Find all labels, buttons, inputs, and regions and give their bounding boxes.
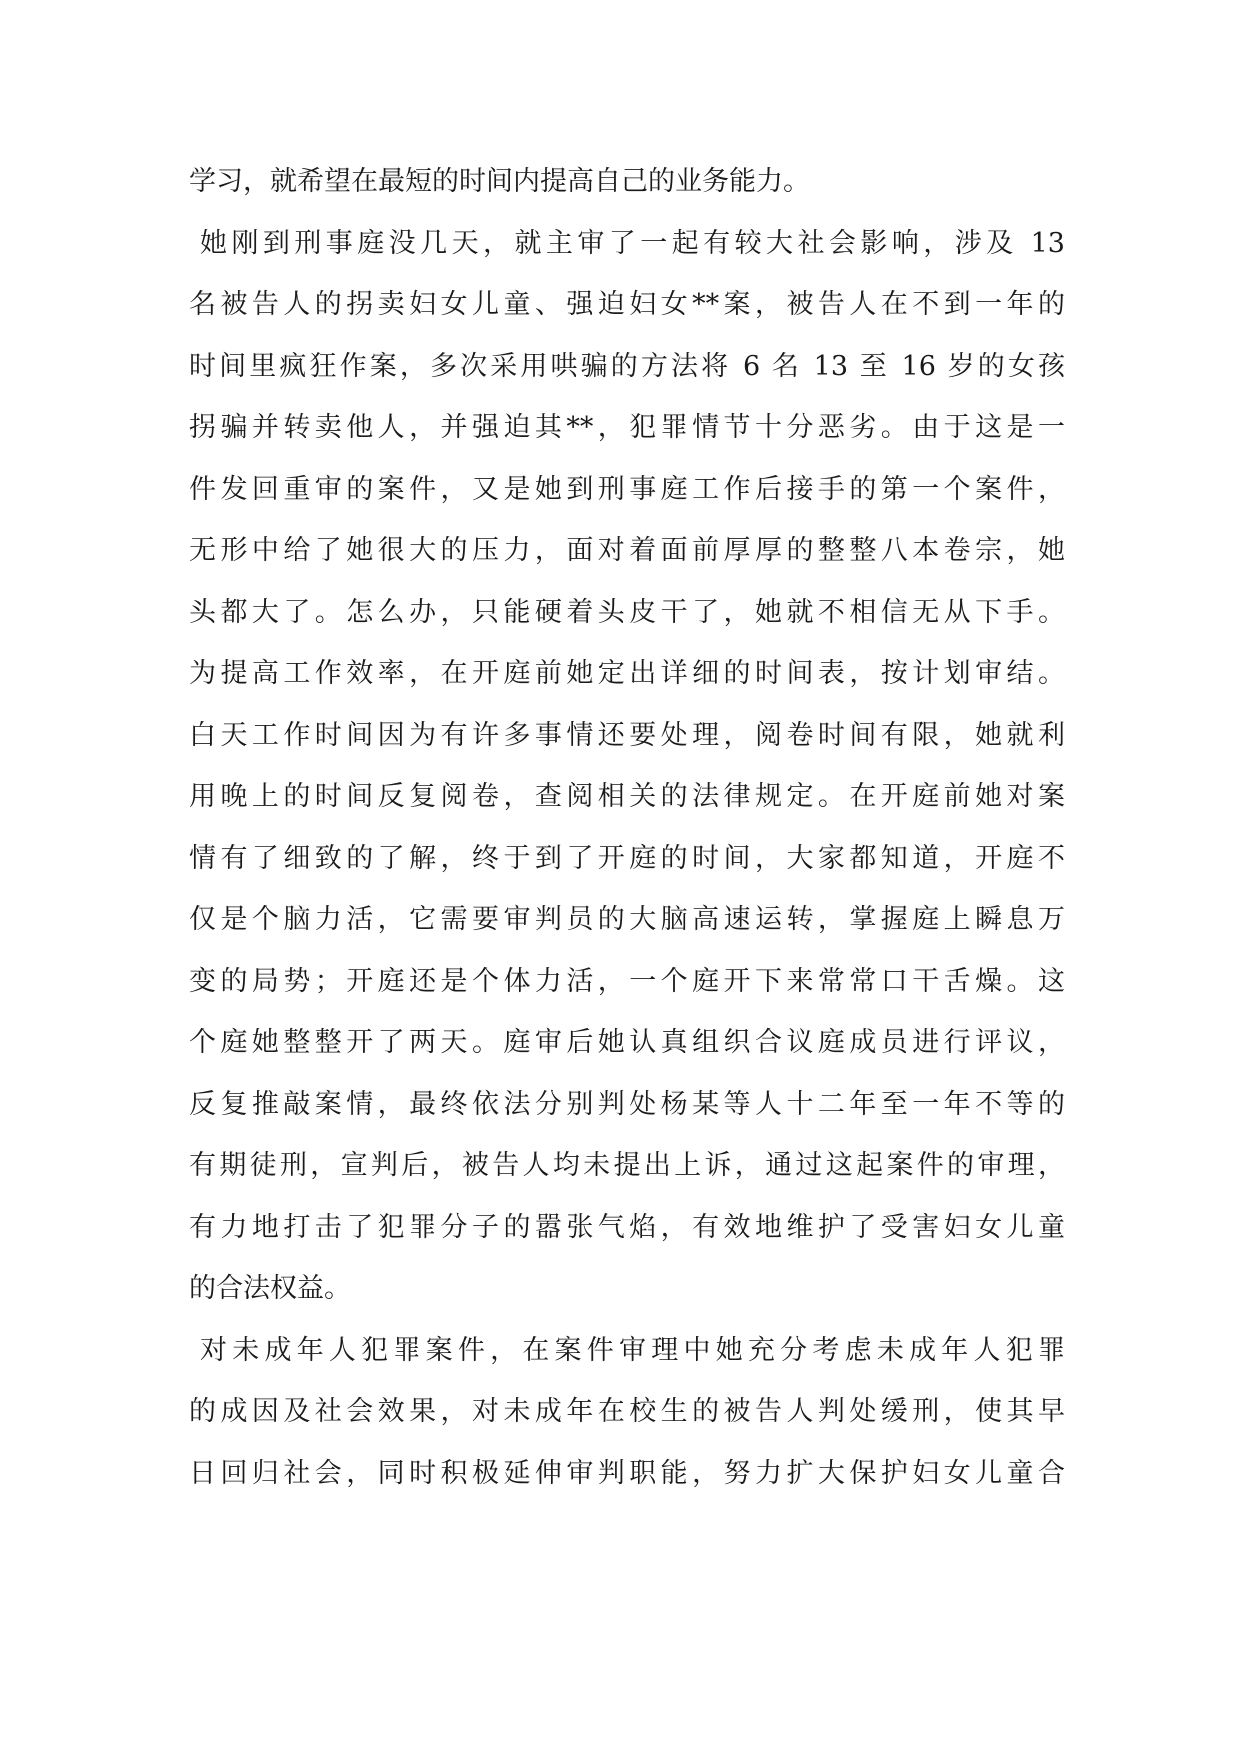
- paragraph-first-line: 对未成年人犯罪案件，在案件审理中她充分考虑未成年人犯罪: [200, 1335, 1065, 1366]
- text-line: 反复推敲案情，最终依法分别判处杨某等人十二年至一年不等的: [189, 1089, 1065, 1120]
- text-line: 头都大了。怎么办，只能硬着头皮干了，她就不相信无从下手。: [189, 597, 1065, 628]
- text-line: 学习，就希望在最短的时间内提高自己的业务能力。: [189, 166, 810, 197]
- text-line: 的成因及社会效果，对未成年在校生的被告人判处缓刑，使其早: [189, 1396, 1065, 1427]
- text-line: 名被告人的拐卖妇女儿童、强迫妇女**案，被告人在不到一年的: [189, 289, 1065, 320]
- text-line: 时间里疯狂作案，多次采用哄骗的方法将 6 名 13 至 16 岁的女孩: [189, 351, 1065, 382]
- text-line: 的合法权益。: [189, 1273, 351, 1304]
- text-line: 有期徒刑，宣判后，被告人均未提出上诉，通过这起案件的审理，: [189, 1150, 1065, 1181]
- text-line: 变的局势；开庭还是个体力活，一个庭开下来常常口干舌燥。这: [189, 966, 1065, 997]
- text-line: 拐骗并转卖他人，并强迫其**，犯罪情节十分恶劣。由于这是一: [189, 412, 1065, 443]
- text-line: 仅是个脑力活，它需要审判员的大脑高速运转，掌握庭上瞬息万: [189, 904, 1065, 935]
- text-line: 无形中给了她很大的压力，面对着面前厚厚的整整八本卷宗，她: [189, 535, 1065, 566]
- text-line: 白天工作时间因为有许多事情还要处理，阅卷时间有限，她就利: [189, 720, 1065, 751]
- text-line: 为提高工作效率，在开庭前她定出详细的时间表，按计划审结。: [189, 658, 1065, 689]
- text-line: 日回归社会，同时积极延伸审判职能，努力扩大保护妇女儿童合: [189, 1458, 1065, 1489]
- text-line: 件发回重审的案件，又是她到刑事庭工作后接手的第一个案件，: [189, 474, 1065, 505]
- text-line: 情有了细致的了解，终于到了开庭的时间，大家都知道，开庭不: [189, 843, 1065, 874]
- text-line: 有力地打击了犯罪分子的嚣张气焰，有效地维护了受害妇女儿童: [189, 1212, 1065, 1243]
- paragraph-first-line: 她刚到刑事庭没几天，就主审了一起有较大社会影响，涉及 13: [200, 228, 1065, 259]
- text-line: 个庭她整整开了两天。庭审后她认真组织合议庭成员进行评议，: [189, 1027, 1065, 1058]
- text-line: 用晚上的时间反复阅卷，查阅相关的法律规定。在开庭前她对案: [189, 781, 1065, 812]
